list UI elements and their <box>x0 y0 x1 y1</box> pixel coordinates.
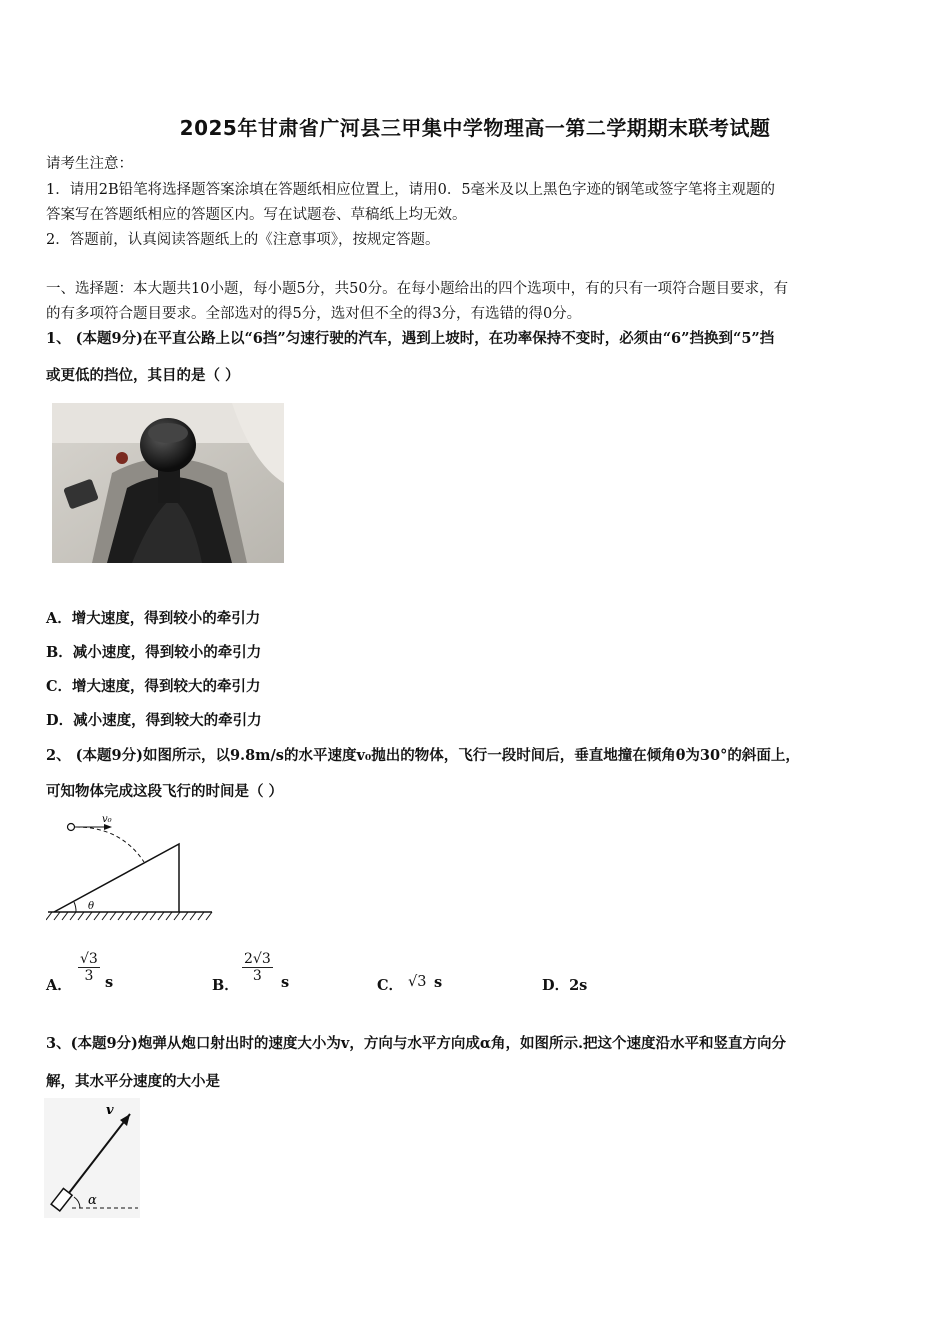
notice-line-3: 2．答题前，认真阅读答题纸上的《注意事项》，按规定答题。 <box>46 232 440 248</box>
q3-v-label: v <box>106 1103 114 1118</box>
section-intro-line-2: 的有多项符合题目要求。全部选对的得5分，选对但不全的得3分，有选错的得0分。 <box>46 306 582 322</box>
cannon-velocity-diagram <box>44 1098 140 1218</box>
q2-option-c-label: C． <box>377 977 404 994</box>
notice-line-2: 答案写在答题纸相应的答题区内。写在试题卷、草稿纸上均无效。 <box>46 207 467 223</box>
q2-option-a-label: A． <box>46 977 72 994</box>
q1-option-d: D．减小速度，得到较大的牵引力 <box>46 712 262 729</box>
q2-option-b-denominator: 3 <box>252 968 262 984</box>
q1-stem-line-1: 1、 (本题9分)在平直公路上以“6挡”匀速行驶的汽车，遇到上坡时，在功率保持不变时，必须由“6”挡换到“5”挡 <box>46 330 775 347</box>
q1-option-b: B．减小速度，得到较小的牵引力 <box>46 644 262 661</box>
q2-option-a-fraction <box>78 951 100 984</box>
q2-stem-line-2: 可知物体完成这段飞行的时间是（ ） <box>46 783 284 800</box>
q2-theta-label: θ <box>88 901 95 912</box>
q2-option-b-fraction <box>242 951 273 984</box>
q3-alpha-label: α <box>88 1193 97 1208</box>
q2-option-d: D．2s <box>542 977 588 994</box>
q1-option-c: C．增大速度，得到较大的牵引力 <box>46 678 261 695</box>
gear-shift-photo <box>52 403 284 563</box>
q2-option-c-unit: s <box>434 974 443 991</box>
q2-v0-label: v₀ <box>102 814 112 825</box>
notice-heading: 请考生注意： <box>46 156 133 172</box>
q2-stem-line-1: 2、 (本题9分)如图所示，以9.8m/s的水平速度v₀抛出的物体，飞行一段时间后，垂直地撞在倾角θ为30°的斜面上， <box>46 747 800 764</box>
q2-option-c-value: √3 <box>408 974 427 990</box>
projectile-incline-diagram <box>46 812 216 922</box>
q2-option-b-unit: s <box>281 974 290 991</box>
page-title: 2025年甘肃省广河县三甲集中学物理高一第二学期期末联考试题 <box>179 116 771 140</box>
q2-option-a-numerator: √3 <box>80 951 98 967</box>
notice-line-1: 1．请用2B铅笔将选择题答案涂填在答题纸相应位置上，请用0．5毫米及以上黑色字迹的钢笔或签字笔将主观题的 <box>46 182 776 198</box>
q3-stem-line-2: 解，其水平分速度的大小是 <box>46 1073 220 1090</box>
q2-option-a-unit: s <box>105 974 114 991</box>
q1-stem-line-2: 或更低的挡位，其目的是（ ） <box>46 367 240 384</box>
q3-stem-line-1: 3、(本题9分)炮弹从炮口射出时的速度大小为v，方向与水平方向成α角，如图所示.把这个速度沿水平和竖直方向分 <box>46 1035 787 1052</box>
q2-option-a-denominator: 3 <box>84 968 94 984</box>
q1-option-a: A．增大速度，得到较小的牵引力 <box>46 610 261 627</box>
q2-option-b-label: B． <box>212 977 239 994</box>
q2-option-b-numerator: 2√3 <box>244 951 271 967</box>
q2-options <box>0 948 950 1004</box>
section-intro-line-1: 一、选择题：本大题共10小题，每小题5分，共50分。在每小题给出的四个选项中，有的只有一项符合题目要求，有 <box>46 281 789 297</box>
